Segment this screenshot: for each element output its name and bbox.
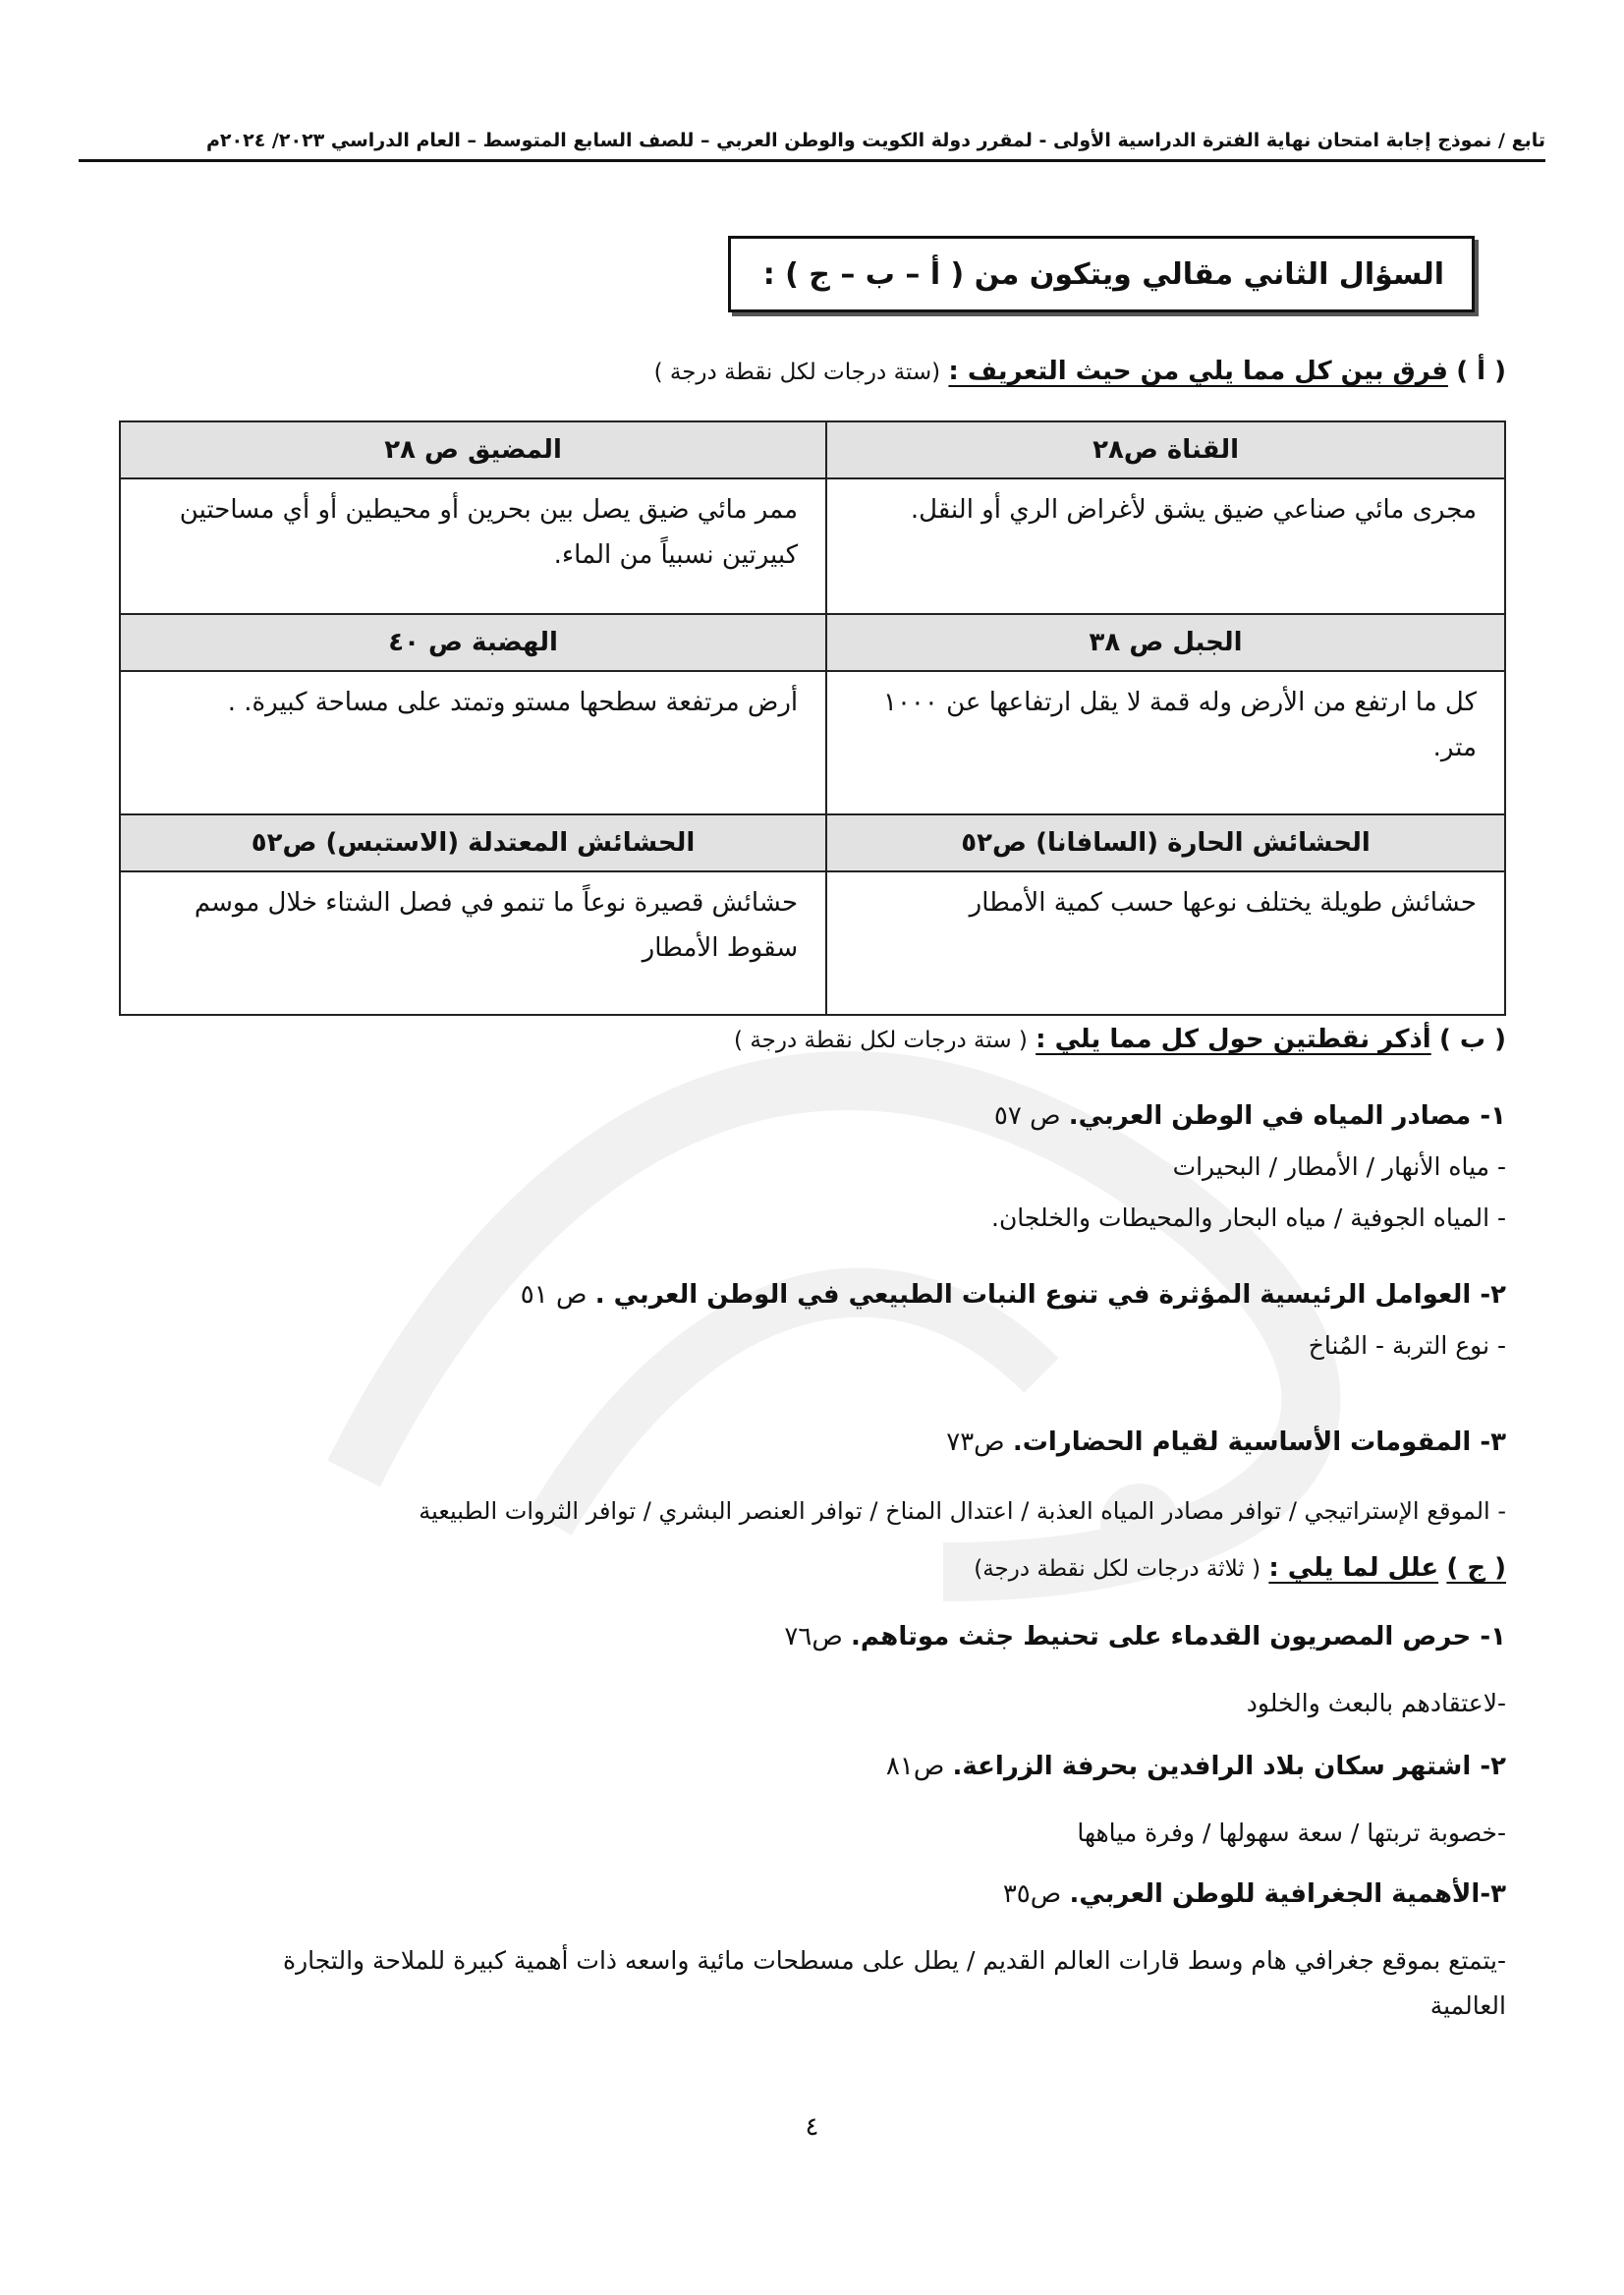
page-number: ٤	[805, 2112, 819, 2142]
part-c-item-3-line-1: -يتمتع بموقع جغرافي هام وسط قارات العالم القديم / يطل على مسطحات مائية واسعه ذات أهمية كبيرة للملاحة والتجارة	[282, 1946, 1506, 1975]
table-head-plateau: الهضبة ص ٤٠	[120, 614, 826, 671]
part-b-item-1-title: ١- مصادر المياه في الوطن العربي. ص ٥٧	[993, 1101, 1506, 1131]
table-cell-canal: مجرى مائي صناعي ضيق يشق لأغراض الري أو النقل.	[826, 478, 1505, 614]
part-b-heading	[734, 1022, 1506, 1058]
part-c-item-3-line-2: العالمية	[1429, 1991, 1506, 2020]
page-ref: ص ٥٧	[993, 1101, 1061, 1131]
part-b-item-1-line-2: - المياه الجوفية / مياه البحار والمحيطات والخلجان.	[991, 1203, 1506, 1232]
table-cell-steppe: حشائش قصيرة نوعاً ما تنمو في فصل الشتاء خلال موسم سقوط الأمطار	[120, 871, 826, 1015]
part-b-prompt: أذكر نقطتين حول كل مما يلي :	[1036, 1025, 1431, 1054]
table-cell-mountain: كل ما ارتفع من الأرض وله قمة لا يقل ارتفاعها عن ١٠٠٠ متر.	[826, 671, 1505, 814]
page-ref: ص٣٥	[1002, 1879, 1062, 1909]
part-c-marks: ( ثلاثة درجات لكل نقطة درجة)	[974, 1556, 1261, 1582]
table-head-savanna: الحشائش الحارة (السافانا) ص٥٢	[826, 814, 1505, 871]
part-a-label: ( أ )	[1456, 357, 1506, 386]
page-ref: ص٧٦	[784, 1622, 843, 1651]
part-c-item-3-title: ٣-الأهمية الجغرافية للوطن العربي. ص٣٥	[1002, 1879, 1506, 1909]
question-title-box	[728, 236, 1475, 312]
question-title: السؤال الثاني مقالي ويتكون من ( أ – ب – ج ) :	[762, 256, 1444, 292]
part-b-item-2-line-1: - نوع التربة - المُناخ	[1308, 1331, 1506, 1360]
part-c-item-1-line-1: -لاعتقادهم بالبعث والخلود	[1246, 1689, 1506, 1717]
part-c-item-2-title: ٢- اشتهر سكان بلاد الرافدين بحرفة الزراعة. ص٨١	[885, 1752, 1506, 1781]
table-head-mountain: الجبل ص ٣٨	[826, 614, 1505, 671]
table-cell-strait: ممر مائي ضيق يصل بين بحرين أو محيطين أو أي مساحتين كبيرتين نسبياً من الماء.	[120, 478, 826, 614]
part-b-marks: ( ستة درجات لكل نقطة درجة )	[734, 1028, 1028, 1053]
part-b-label: ( ب )	[1439, 1025, 1506, 1054]
table-head-steppe: الحشائش المعتدلة (الاستبس) ص٥٢	[120, 814, 826, 871]
part-a-prompt: فرق بين كل مما يلي من حيث التعريف :	[948, 357, 1448, 386]
part-c-heading	[974, 1550, 1506, 1587]
part-a-marks: (ستة درجات لكل نقطة درجة )	[653, 360, 941, 385]
part-b-item-1-line-1: - مياه الأنهار / الأمطار / البحيرات	[1172, 1152, 1506, 1181]
table-head-canal: القناة ص٢٨	[826, 421, 1505, 478]
part-c-item-1-title: ١- حرص المصريون القدماء على تحنيط جثث موتاهم. ص٧٦	[784, 1622, 1506, 1651]
part-b-item-3-line-1: - الموقع الإستراتيجي / توافر مصادر المياه العذبة / اعتدال المناخ / توافر العنصر البشري / توافر الثروات الطبيعية	[419, 1497, 1506, 1525]
part-c-prompt: علل لما يلي :	[1268, 1553, 1439, 1583]
page-ref: ص ٥١	[520, 1280, 588, 1310]
part-b-item-2-title: ٢- العوامل الرئيسية المؤثرة في تنوع النبات الطبيعي في الوطن العربي . ص ٥١	[520, 1280, 1506, 1310]
part-c-label: ( ج )	[1446, 1553, 1506, 1583]
table-cell-plateau: أرض مرتفعة سطحها مستو وتمتد على مساحة كبيرة. .	[120, 671, 826, 814]
page-ref: ص٧٣	[946, 1427, 1005, 1457]
page-ref: ص٨١	[885, 1752, 945, 1781]
part-a-heading	[654, 354, 1506, 390]
table-cell-savanna: حشائش طويلة يختلف نوعها حسب كمية الأمطار	[826, 871, 1505, 1015]
part-c-item-2-line-1: -خصوبة تربتها / سعة سهولها / وفرة مياهها	[1077, 1819, 1506, 1847]
page-header: تابع / نموذج إجابة امتحان نهاية الفترة الدراسية الأولى - لمقرر دولة الكويت والوطن العربي – للصف السابع المتوسط – العام الدراسي ٢٠٢٣/ ٢٠٢٤م	[79, 128, 1545, 162]
table-head-strait: المضيق ص ٢٨	[120, 421, 826, 478]
part-b-item-3-title: ٣- المقومات الأساسية لقيام الحضارات. ص٧٣	[946, 1427, 1506, 1457]
definitions-table	[119, 420, 1506, 1016]
